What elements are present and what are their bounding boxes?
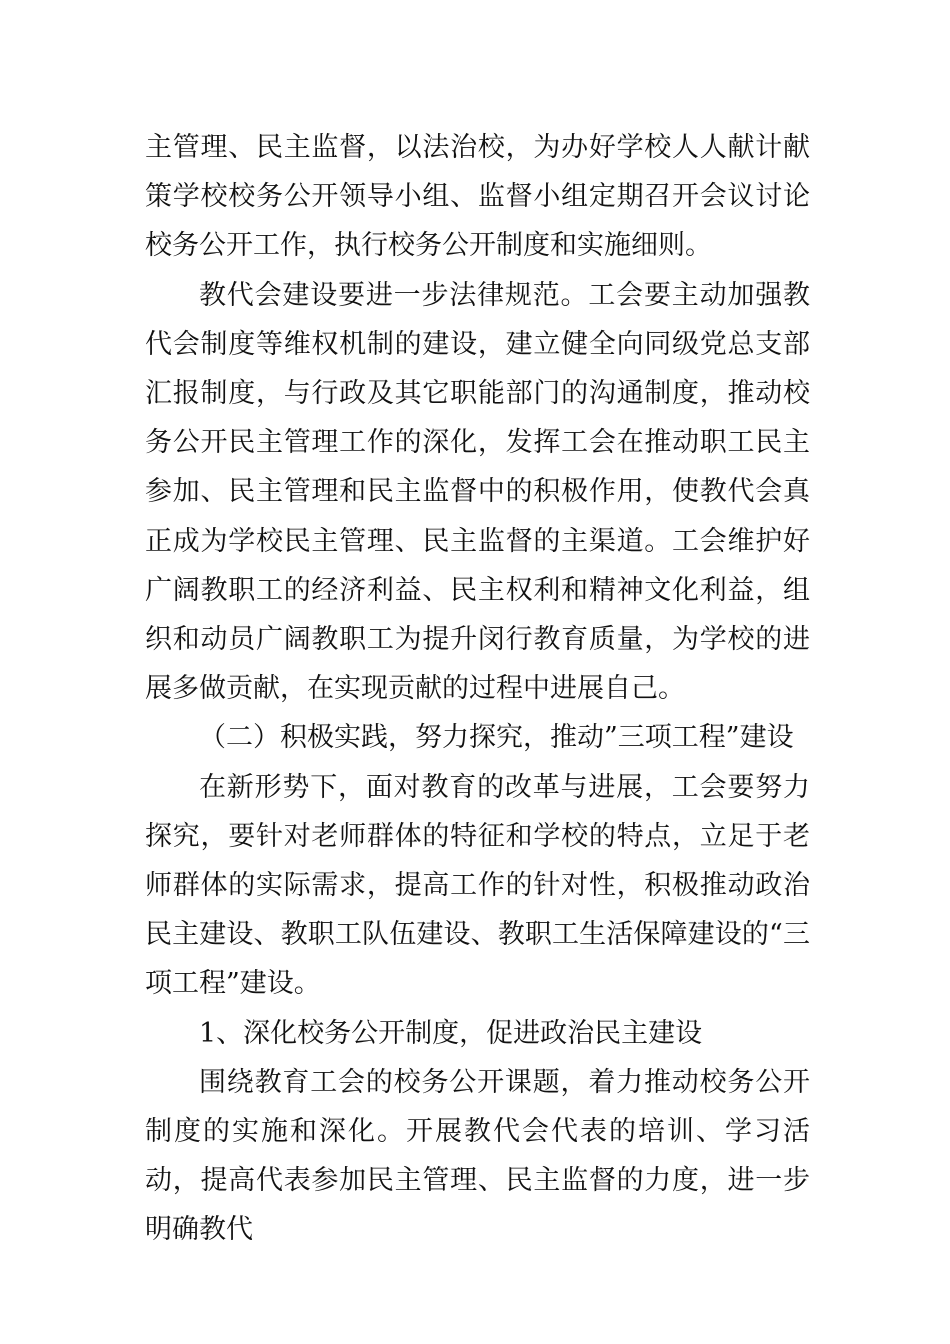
paragraph-1: 主管理、民主监督，以法治校，为办好学校人人献计献策学校校务公开领导小组、监督小组定期召开会议讨论校务公开工作，执行校务公开制度和实施细则。 [145,132,810,262]
paragraph-3: 在新形势下，面对教育的改革与进展，工会要努力探究，要针对老师群体的特征和学校的特点，立足于老师群体的实际需求，提高工作的针对性，积极推动政治民主建设、教职工队伍建设、教职工生活保障建设的“三项工程”建设。 [145,771,810,1000]
subsection-heading: 1、深化校务公开制度，促进政治民主建设 [199,1017,703,1049]
paragraph-4: 围绕教育工会的校务公开课题，着力推动校务公开制度的实施和深化。开展教代会代表的培训、学习活动，提高代表参加民主管理、民主监督的力度，进一步明确教代 [145,1066,810,1246]
paragraph-2: 教代会建设要进一步法律规范。工会要主动加强教代会制度等维权机制的建设，建立健全向同级党总支部汇报制度，与行政及其它职能部门的沟通制度，推动校务公开民主管理工作的深化，发挥工会在推动职工民主参加、民主管理和民主监督中的积极作用，使教代会真正成为学校民主管理、民主监督的主渠道。工会维护好广阔教职工的经济利益、民主权利和精神文化利益，组织和动员广阔教职工为提升闵行教育质量，为学校的进展多做贡献，在实现贡献的过程中进展自己。 [145,279,810,705]
section-heading: （二）积极实践，努力探究，推动”三项工程”建设 [199,722,794,754]
document-body [145,123,810,1255]
